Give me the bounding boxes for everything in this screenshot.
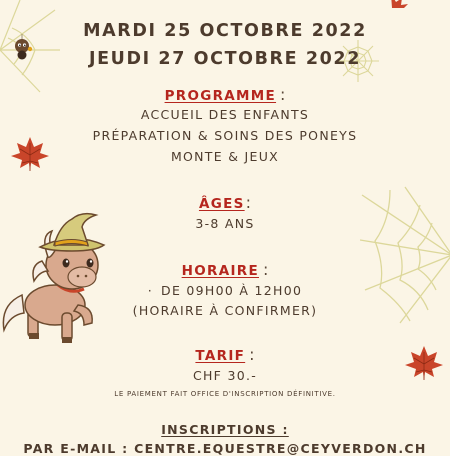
horaire-colon: :: [262, 260, 269, 279]
horaire-bullet: ·: [147, 283, 154, 298]
tarif-heading: TARIF: [195, 348, 246, 364]
ages-heading-row: [0, 193, 450, 212]
programme-item-3: MONTE & JEUX: [170, 149, 280, 164]
inscriptions-email[interactable]: PAR E-MAIL : CENTRE.EQUESTRE@CEYVERDON.CH: [23, 441, 427, 456]
autumn-leaf-icon: [388, 0, 414, 8]
ages-heading: ÂGES: [198, 196, 245, 212]
horaire-value-row: [0, 283, 450, 298]
tarif-value: CHF 30.-: [192, 368, 258, 383]
event-date-1: MARDI 25 OCTOBRE 2022: [83, 21, 367, 41]
horaire-note: (HORAIRE À CONFIRMER): [132, 303, 318, 318]
inscriptions-heading: INSCRIPTIONS :: [161, 422, 289, 437]
horaire-heading-row: [0, 260, 450, 279]
horaire-heading: HORAIRE: [181, 263, 259, 279]
programme-heading-row: [0, 85, 450, 104]
programme-heading: PROGRAMME: [164, 88, 277, 104]
programme-item-1: ACCUEIL DES ENFANTS: [140, 107, 310, 122]
event-date-2: JEUDI 27 OCTOBRE 2022: [89, 49, 361, 69]
programme-item-2: PRÉPARATION & SOINS DES PONEYS: [92, 128, 358, 143]
horaire-value: DE 09H00 À 12H00: [161, 283, 303, 298]
tarif-colon: :: [249, 345, 255, 364]
tarif-heading-row: [0, 345, 450, 364]
tarif-note: LE PAIEMENT FAIT OFFICE D'INSCRIPTION DÉFINITIVE.: [114, 390, 336, 398]
ages-colon: :: [245, 193, 252, 212]
ages-value: 3-8 ANS: [195, 216, 255, 231]
programme-colon: :: [280, 85, 286, 104]
